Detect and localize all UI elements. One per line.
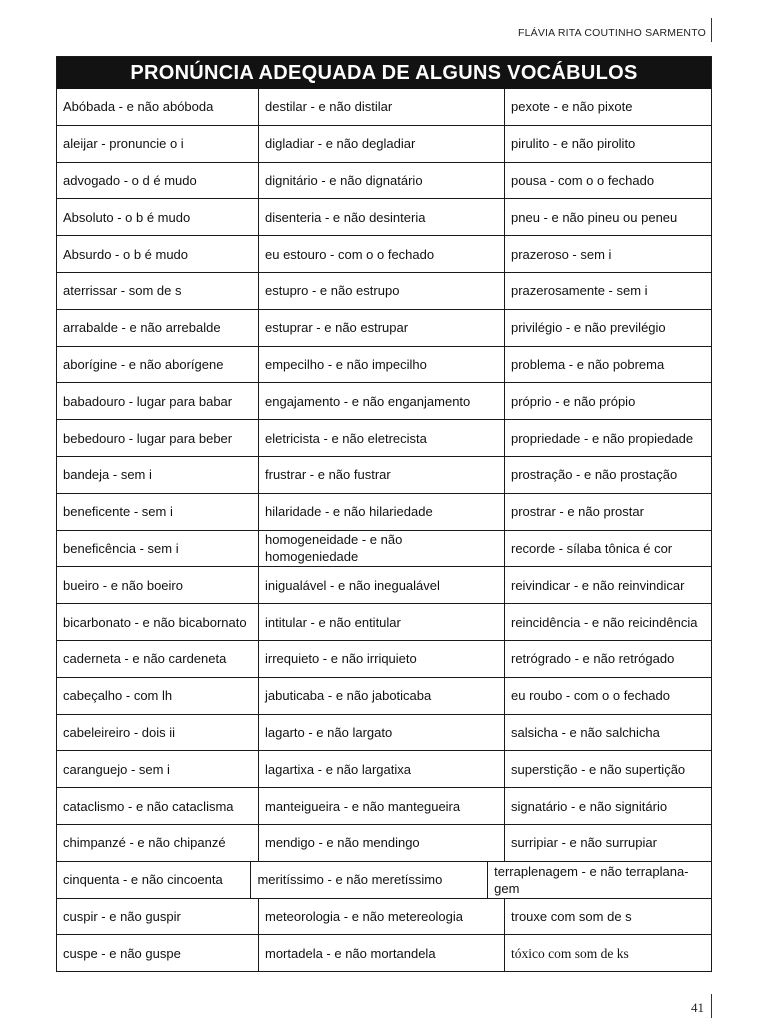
table-row	[57, 198, 711, 235]
table-cell: mortadela - e não mortandela	[259, 935, 505, 971]
table-cell: frustrar - e não fustrar	[259, 457, 505, 493]
table-cell: terraplenagem - e não terraplana-gem	[494, 863, 689, 896]
table-cell: irrequieto - e não irriquieto	[259, 641, 505, 677]
table-cell: signatário - e não signitário	[511, 798, 668, 814]
table-row	[57, 346, 711, 383]
page-number: 41	[691, 1000, 704, 1015]
table-cell: privilégio - e não previlégio	[511, 320, 666, 336]
running-head: FLÁVIA RITA COUTINHO SARMENTO	[517, 27, 706, 39]
table-cell: superstição - e não supertição	[511, 761, 686, 777]
table-row	[57, 640, 711, 677]
table-cell: prazerosamente - sem i	[511, 283, 648, 299]
table-cell: cataclismo - e não cataclisma	[57, 788, 259, 824]
table-row	[57, 603, 711, 640]
table-cell: estuprar - e não estrupar	[259, 310, 505, 346]
table-row	[57, 493, 711, 530]
table-cell: disenteria - e não desinteria	[259, 199, 505, 235]
table-row	[57, 272, 711, 309]
table-cell: beneficente - sem i	[57, 494, 259, 530]
table-cell: prostração - e não prostação	[511, 467, 678, 483]
table-cell: cinquenta - e não cincoenta	[57, 862, 251, 898]
table-cell: problema - e não pobrema	[511, 356, 665, 372]
table-cell: surripiar - e não surrupiar	[511, 835, 657, 851]
table-cell: digladiar - e não degladiar	[259, 126, 505, 162]
table-row	[57, 456, 711, 493]
table-row	[57, 934, 711, 971]
table-cell: recorde - sílaba tônica é cor	[511, 540, 673, 556]
table-cell: engajamento - e não enganjamento	[259, 383, 505, 419]
table-cell: destilar - e não distilar	[259, 89, 505, 125]
table-cell: salsicha - e não salchicha	[511, 724, 660, 740]
table-cell: bicarbonato - e não bicabornato	[57, 604, 259, 640]
table-cell: mendigo - e não mendingo	[259, 825, 505, 861]
table-cell: cabeçalho - com lh	[57, 678, 259, 714]
table-row	[57, 530, 711, 567]
table-row	[57, 824, 711, 861]
table-cell: tóxico com som de ks	[511, 945, 629, 961]
table-row	[57, 125, 711, 162]
table-cell: lagarto - e não largato	[259, 715, 505, 751]
table-cell: chimpanzé - e não chipanzé	[57, 825, 259, 861]
table-row	[57, 861, 711, 898]
table-cell: prazeroso - sem i	[511, 246, 612, 262]
table-cell: meteorologia - e não metereologia	[259, 899, 505, 935]
header-rule	[711, 18, 712, 42]
footer-rule	[711, 994, 712, 1018]
table-row	[57, 382, 711, 419]
table-cell: homogeneidade - e não homogeniedade	[259, 531, 505, 567]
table-row	[57, 419, 711, 456]
table-cell: hilaridade - e não hilariedade	[259, 494, 505, 530]
table-cell: reivindicar - e não reinvindicar	[511, 577, 685, 593]
table-cell: lagartixa - e não largatixa	[259, 751, 505, 787]
table-cell: aleijar - pronuncie o i	[57, 126, 259, 162]
table-cell: inigualável - e não inegualável	[259, 567, 505, 603]
table-cell: bebedouro - lugar para beber	[57, 420, 259, 456]
table-cell: intitular - e não entitular	[259, 604, 505, 640]
table-cell: empecilho - e não impecilho	[259, 347, 505, 383]
table-cell: cabeleireiro - dois ii	[57, 715, 259, 751]
table-cell: Absoluto - o b é mudo	[57, 199, 259, 235]
table-cell: reincidência - e não reicindência	[511, 614, 698, 630]
table-cell: meritíssimo - e não meretíssimo	[251, 862, 488, 898]
table-cell: propriedade - e não propiedade	[511, 430, 694, 446]
table-cell: bandeja - sem i	[57, 457, 259, 493]
table-cell: manteigueira - e não mantegueira	[259, 788, 505, 824]
table-row	[57, 750, 711, 787]
table-cell: eu estouro - com o o fechado	[259, 236, 505, 272]
table-cell: caderneta - e não cardeneta	[57, 641, 259, 677]
table-cell: pousa - com o o fechado	[511, 172, 655, 188]
table-cell: Abóbada - e não abóboda	[57, 89, 259, 125]
table-cell: cuspe - e não guspe	[57, 935, 259, 971]
table-cell: jabuticaba - e não jaboticaba	[259, 678, 505, 714]
table-row	[57, 677, 711, 714]
table-row	[57, 235, 711, 272]
table-cell: pirulito - e não pirolito	[511, 136, 636, 152]
table-cell: Absurdo - o b é mudo	[57, 236, 259, 272]
table-cell: trouxe com som de s	[511, 908, 632, 924]
table-cell: babadouro - lugar para babar	[57, 383, 259, 419]
table-row	[57, 714, 711, 751]
table-row	[57, 309, 711, 346]
table-cell: caranguejo - sem i	[57, 751, 259, 787]
table-cell: pneu - e não pineu ou peneu	[511, 209, 678, 225]
table-cell: aborígine - e não aborígene	[57, 347, 259, 383]
table-cell: eletricista - e não eletrecista	[259, 420, 505, 456]
table-cell: cuspir - e não guspir	[57, 899, 259, 935]
table-row	[57, 898, 711, 935]
table-cell: bueiro - e não boeiro	[57, 567, 259, 603]
table-title: PRONÚNCIA ADEQUADA DE ALGUNS VOCÁBULOS	[57, 57, 711, 89]
table-row	[57, 162, 711, 199]
table-cell: arrabalde - e não arrebalde	[57, 310, 259, 346]
table-cell: estupro - e não estrupo	[259, 273, 505, 309]
vocabulary-table	[56, 56, 712, 972]
table-cell: prostrar - e não prostar	[511, 504, 644, 520]
table-cell: aterrissar - som de s	[57, 273, 259, 309]
table-row	[57, 89, 711, 125]
table-cell: retrógrado - e não retrógado	[511, 651, 675, 667]
table-body	[57, 89, 711, 971]
table-row	[57, 566, 711, 603]
table-cell: eu roubo - com o o fechado	[511, 688, 670, 704]
table-cell: dignitário - e não dignatário	[259, 163, 505, 199]
table-cell: advogado - o d é mudo	[57, 163, 259, 199]
table-cell: próprio - e não própio	[511, 393, 636, 409]
table-cell: beneficência - sem i	[57, 531, 259, 567]
table-row	[57, 787, 711, 824]
table-cell: pexote - e não pixote	[511, 99, 633, 115]
